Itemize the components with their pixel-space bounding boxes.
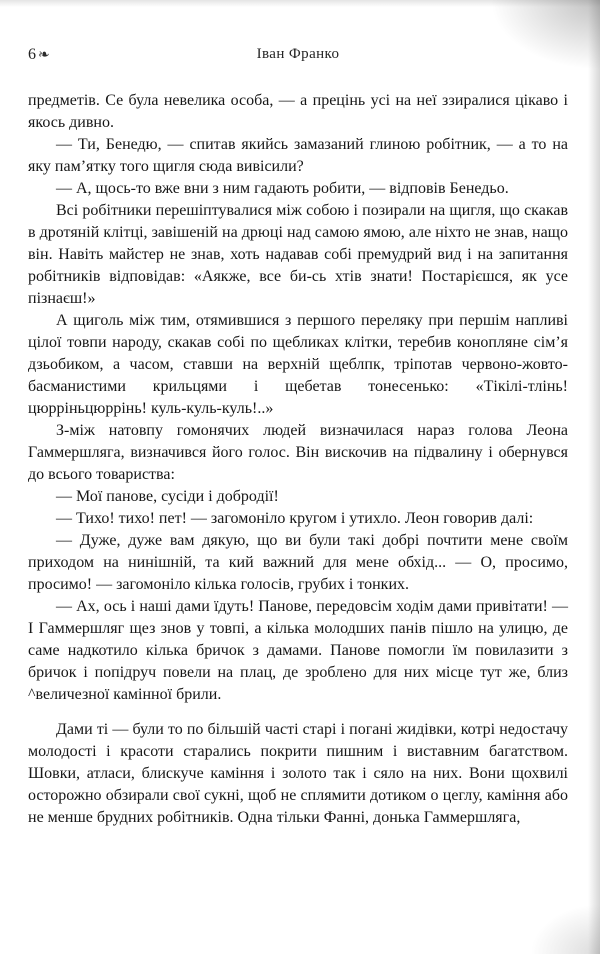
paragraph: Дами ті — були то по більшій часті старі і погані жидівки, котрі недостачу молодості і красоти старались покрити пишним і виставним багатством. Шовки, атласи, блискуче каміння і золото так і сяло на них. Вони щохвилі осторожно обзирали свої сукні, щоб не сплямити дотиком о цеглу, каміння або не менше брудних робітників. Одна тільки Фанні, донька Гаммершляга, (28, 721, 568, 826)
scan-edge-shadow-right (588, 0, 600, 954)
paragraph: — Мої панове, сусіди і добродії! (56, 488, 279, 505)
text-body (28, 90, 568, 829)
paragraph: предметів. Се була невелика особа, — а прецінь усі на неї ззиралися цікаво і якось дивно. (28, 92, 568, 131)
scan-edge-shadow-top (0, 0, 600, 7)
paragraph: — А, щось-то вже вни з ним гадають робити, — відповів Бенедьо. (56, 180, 509, 197)
page-number-group (28, 46, 50, 64)
running-header (28, 46, 568, 68)
paragraph: — Дуже, дуже вам дякую, що ви були такі добрі почтити мене своїм приходом на нинішній, та кий важний для мене обхід... — О, просимо, просимо! — загомоніло кілька голосів, грубих і тонких. (28, 532, 568, 593)
paragraph: — Ти, Бенедю, — спитав якийсь замазаний глиною робітник, — а то на яку пам’ятку того щигля сюда вивісили? (28, 136, 568, 175)
page-number: 6 (28, 46, 36, 63)
fleuron-ornament-icon: ❧ (38, 48, 50, 63)
paragraph: А щиголь між тим, отямившися з першого переляку при першім напливі цілої товпи народу, скакав собі по щебликах клітки, теребив конопляне сім’я дзьобиком, а часом, ставши на верхній щеблпк, тріпотав червоно-жовто-басманистими крильцями і щебетав тонесенько: «Тікілі-тлінь! цюрріньцюррінь! куль-куль-куль!..» (28, 312, 568, 417)
paragraph: — Ах, ось і наші дами їдуть! Панове, передовсім ходім дами привітати! — І Гаммершляг щез знов у товпі, а кілька молодших панів пішло на улицю, де саме надкотило кілька бричок з дамами. Панове помогли їм повилазити з бричок і попідруч повели на плац, де зроблено для них місце тут же, близ ^величезної камінної брили. (28, 598, 568, 703)
page-content (28, 46, 568, 829)
scan-corner-shadow-bottom-right (530, 904, 600, 954)
paragraph: — Тихо! тихо! пет! — загомоніло кругом і утихло. Леон говорив далі: (56, 510, 534, 527)
paragraph: З-між натовпу гомонячих людей визначилася нараз голова Леона Гаммершляга, визначився його голос. Він вискочив на підвалину і обернувся до всього товариства: (28, 422, 568, 483)
running-header-title: Іван Франко (256, 46, 340, 62)
paragraph: Всі робітники перешіптувалися між собою і позирали на щигля, що скакав в дротяній клітці, завішеній на дрюці над самою ямою, але ніхто не знав, нащо він. Навіть майстер не знав, хоть надавав собі премудрий вид і на запитання робітників відповідав: «Аякже, все би-сь хтів знати! Постарієшся, як усе пізнаєш!» (28, 202, 568, 307)
